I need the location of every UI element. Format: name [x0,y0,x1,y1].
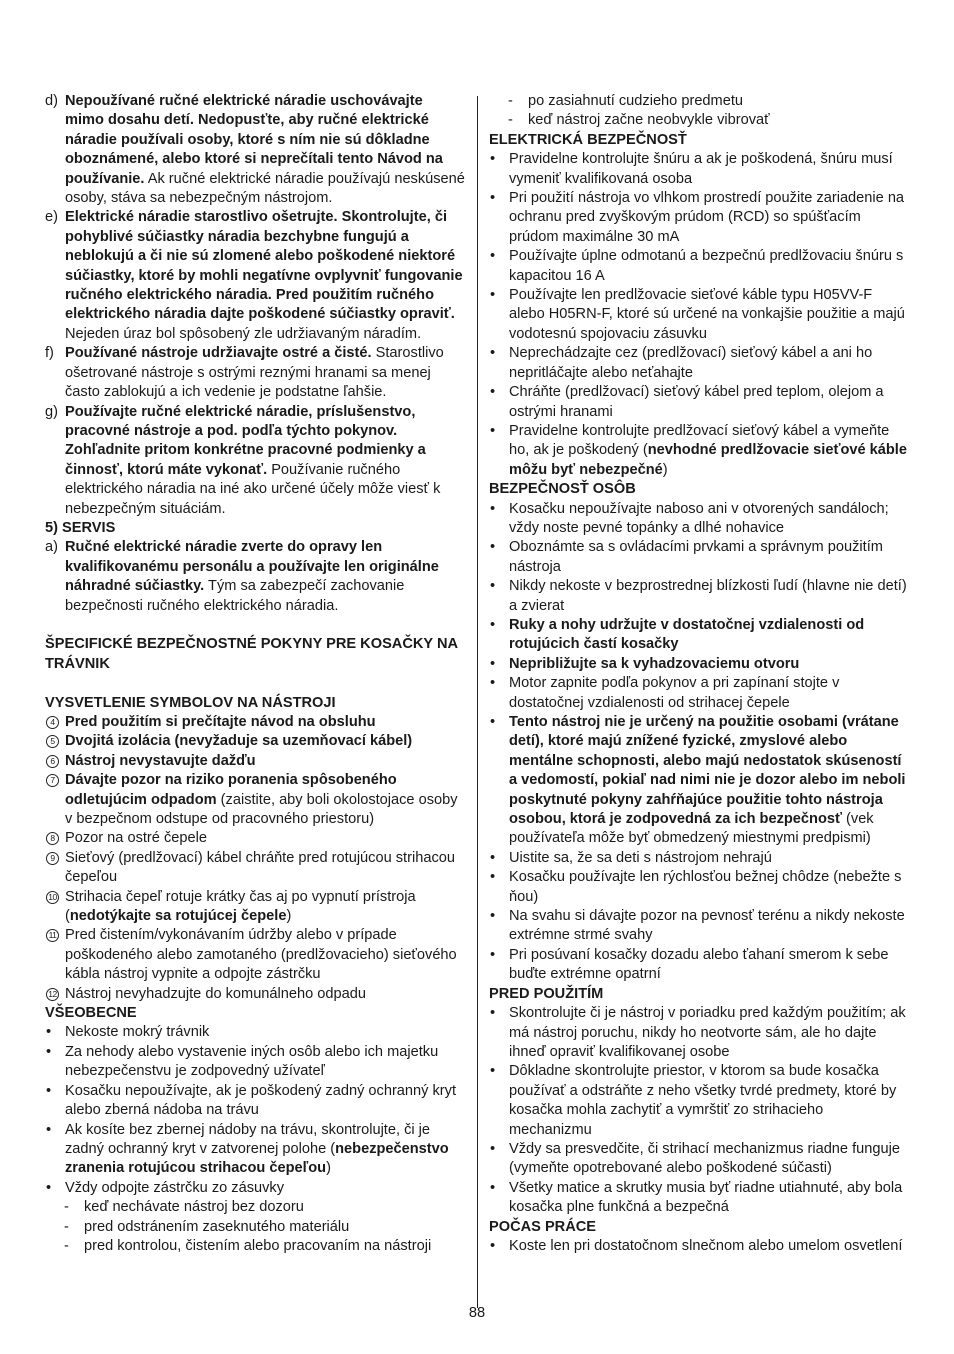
bullet-item [489,616,910,655]
bullet-text: Vždy odpojte zástrčku zo zásuvky [65,1179,285,1196]
item-text: Tým sa zabezpečí zachovanie bezpečnosti ručného elektrického náradia. [65,578,405,614]
item-bold-text: Používané nástroje udržiavajte ostré a čisté. [65,345,372,362]
bullet-text: Pravidelne kontrolujte predlžovací sieťový kábel a vymeňte ho, ak je poškodený ( [509,422,890,459]
bullet-item [489,286,910,344]
persons-safety-heading: BEZPEČNOSŤ OSÔB [489,481,636,498]
list-item [45,208,465,344]
item-text: Starostlivo ošetrované nástroje s ostrými reznými hranami sa menej často zablokujú a ich vedenie je podstatne ľahšie. [65,345,444,401]
bullet-text: Kosačku používajte len rýchlosťou bežnej chôdze (nebežte s ňou) [509,869,902,905]
symbol-item [45,771,465,829]
symbol-bold-text: Nástroj nevystavujte dažďu [65,752,256,769]
symbol-number: 9 [46,852,59,865]
bullet-text: Na svahu si dávajte pozor na pevnosť terénu a nikdy nekoste extrémne strmé svahy [509,908,905,944]
bullet-text: Nikdy nekoste v bezprostrednej blízkosti ľudí (hlavne nie detí) a zvierat [509,578,907,614]
symbol-text: Nástroj nevyhadzujte do komunálneho odpadu [65,985,367,1002]
dash-item: - pred kontrolou, čistením alebo pracovaním na nástroji [45,1237,465,1256]
bullet-item [489,1179,910,1218]
symbol-text: Sieťový (predlžovací) kábel chráňte pred rotujúcou strihacou čepeľou [65,849,455,886]
page-number: 88 [468,1305,486,1321]
bullet-text: Vždy sa presvedčite, či strihací mechanizmus riadne funguje (vymeňte opotrebované alebo poškodené súčasti) [509,1140,900,1177]
bullet-text: ) [662,461,668,478]
bullet-item [489,189,910,247]
bullet-text: Používajte úplne odmotanú a bezpečnú predlžovaciu šnúru s kapacitou 16 A [509,248,904,284]
symbol-item [45,752,465,771]
bullet-text: Ak kosíte bez zbernej nádoby na trávu, skontrolujte, či je zadný ochranný kryt v zatvorenej polohe ( [65,1121,431,1157]
dash-item: - keď nástroj začne neobvykle vibrovať [489,111,910,130]
bullet-item [489,713,910,849]
before-use-heading: PRED POUŽITÍM [489,985,604,1002]
list-item [45,538,465,616]
item-label: d) [45,93,58,109]
item-label: a) [45,539,58,556]
symbol-number: 11 [46,929,59,942]
bullet-text: Pri použití nástroja vo vlhkom prostredí použite zariadenie na ochranu pred zvyškovým prúdom (RCD) so spúšťacím prúdom maximálne 30 mA [509,190,905,245]
bullet-item [45,1179,465,1198]
bullet-item [489,577,910,616]
bullet-item [489,674,910,713]
specific-safety-heading: ŠPECIFICKÉ BEZPEČNOSTNÉ POKYNY PRE KOSAČKY NA TRÁVNIK [45,636,458,672]
bullet-text: Nekoste mokrý trávnik [65,1024,210,1041]
symbol-bold-text: Dvojitá izolácia (nevyžaduje sa uzemňovací kábel) [65,733,413,750]
symbol-item [45,888,465,927]
symbol-bold-text: Pred použitím si prečítajte návod na obsluhu [65,713,376,730]
bullet-text: (vek používateľa môže byť obmedzený miestnymi predpismi) [509,811,874,847]
item-label: g) [45,403,58,420]
symbol-item [45,926,465,984]
column-divider [477,96,478,1308]
bullet-bold-text: nevhodné predlžovacie sieťové káble môžu byť nebezpečné [509,442,907,478]
bullet-item [489,1004,910,1062]
electrical-safety-heading: ELEKTRICKÁ BEZPEČNOSŤ [489,131,687,148]
during-work-heading: POČAS PRÁCE [489,1218,597,1235]
bullet-text: Skontrolujte či je nástroj v poriadku pred každým použitím; ak má nástroj poruchu, nikdy ho neotvorte sám, ale ho dajte ihneď opraviť kvalifikovanej osobe [509,1005,906,1060]
bullet-item [489,500,910,539]
bullet-text: ) [326,1160,331,1177]
bullet-bold-text: Ruky a nohy udržujte v dostatočnej vzdialenosti od rotujúcich častí kosačky [509,616,865,653]
right-column [489,92,910,1256]
bullet-text: Koste len pri dostatočnom slnečnom alebo umelom osvetlení [509,1237,903,1254]
bullet-item [489,868,910,907]
list-item [45,92,465,208]
symbol-number: 12 [46,988,59,1001]
symbols-heading: VYSVETLENIE SYMBOLOV NA NÁSTROJI [45,694,336,711]
symbol-text: Pred čistením/vykonávaním údržby alebo v prípade poškodeného alebo zamotaného (predlžovacieho) sieťového kábla nástroj vypnite a odpojte zástrčku [65,927,457,983]
symbol-number: 8 [46,832,59,845]
item-label: e) [45,209,58,226]
bullet-text: Všetky matice a skrutky musia byť riadne utiahnuté, aby bola kosačka plne funkčná a bezpečná [509,1179,903,1216]
symbol-bold-text: Dávajte pozor na riziko poranenia spôsobeného odletujúcim odpadom [65,772,397,808]
item-label: f) [45,345,54,362]
bullet-item [45,1121,465,1179]
dash-item: - keď nechávate nástroj bez dozoru [45,1198,465,1217]
left-column [45,92,465,1256]
bullet-item [489,1237,910,1256]
symbol-item [45,829,465,848]
dash-item: - po zasiahnutí cudzieho predmetu [489,92,910,111]
bullet-text: Za nehody alebo vystavenie iných osôb alebo ich majetku nebezpečenstvu je zodpovedný užívateľ [65,1043,439,1080]
bullet-text: Chráňte (predlžovací) sieťový kábel pred teplom, olejom a ostrými hranami [509,384,884,420]
symbol-text: Pozor na ostré čepele [65,830,207,847]
bullet-text: Kosačku nepoužívajte, ak je poškodený zadný ochranný kryt alebo zberná nádoba na trávu [65,1082,457,1119]
bullet-text: Pri posúvaní kosačky dozadu alebo ťahaní smerom k sebe buďte extrémne opatrní [509,946,889,983]
bullet-item [489,344,910,383]
item-bold-text: Nepoužívané ručné elektrické náradie uschovávajte mimo dosahu detí. Nedopusťte, aby ručné elektrické náradie používali osoby, ktoré s ním nie sú dôkladne oboznámené, alebo ktoré si neprečítali tento Návod na používanie. [65,93,443,187]
general-heading: VŠEOBECNE [45,1005,137,1022]
service-heading: 5) SERVIS [45,519,116,536]
bullet-item [489,247,910,286]
bullet-item [489,1062,910,1140]
bullet-text: Neprechádzajte cez (predlžovací) sieťový kábel a ani ho nepritláčajte alebo neťahajte [509,345,873,381]
symbol-item [45,732,465,751]
symbol-number: 5 [46,735,59,748]
symbol-number: 7 [46,774,59,787]
bullet-item [45,1043,465,1082]
item-bold-text: Elektrické náradie starostlivo ošetrujte. Skontrolujte, či pohyblivé súčiastky náradia bezchybne fungujú a neblokujú a či nie sú zlomené alebo poškodené niektoré súčiastky, ktoré by mohli negatívne ovplyvniť fungovanie ručného elektrického náradia. Pred použitím ručného elektrického náradia dajte poškodené súčiastky opraviť. [65,209,463,323]
list-item [45,344,465,402]
bullet-item [489,383,910,422]
list-item [45,403,465,519]
dash-item: - pred odstránením zaseknutého materiálu [45,1218,465,1237]
bullet-item [489,1140,910,1179]
symbol-text: (zaistite, aby boli okolostojace osoby v bezpečnom odstupe od pracovného priestoru) [65,791,458,827]
symbol-text: Strihacia čepeľ rotuje krátky čas aj po vypnutí prístroja ( [65,888,416,925]
item-text: Používanie ručného elektrického náradia na iné ako určené účely môže viesť k nebezpečným situáciám. [65,461,441,517]
bullet-text: Uistite sa, že sa deti s nástrojom nehrajú [509,849,772,866]
symbol-item [45,713,465,732]
bullet-bold-text: Tento nástroj nie je určený na použitie osobami (vrátane detí), ktoré majú znížené fyzické, zmyslové alebo mentálne schopnosti, alebo majú nedostatok skúseností a vedomostí, pokiaľ nad nimi nie je dozor alebo im neboli poskytnuté pokyny zahŕňajúce použitie tohto nástroja osobou, ktorá je zodpovedná za ich bezpečnosť [509,714,906,828]
symbol-number: 6 [46,755,59,768]
bullet-item [489,655,910,674]
bullet-item [489,907,910,946]
bullet-item [489,422,910,480]
bullet-text: Motor zapnite podľa pokynov a pri zapínaní stojte v dostatočnej vzdialenosti od strihacej čepele [509,675,840,711]
bullet-text: Dôkladne skontrolujte priestor, v ktorom sa bude kosačka používať a odstráňte z neho všetky tvrdé predmety, ktoré by kosačka mohla zachytiť a vymrštiť zo strihacieho mechanizmu [509,1063,897,1138]
bullet-text: Pravidelne kontrolujte šnúru a ak je poškodená, šnúru musí vymeniť kvalifikovaná osoba [509,151,893,187]
bullet-text: Oboznámte sa s ovládacími prvkami a správnym použitím nástroja [509,539,883,575]
symbol-item [45,985,465,1004]
symbol-item [45,849,465,888]
item-text: Ak ručné elektrické náradie používajú neskúsené osoby, stáva sa nebezpečným nástrojom. [65,170,465,207]
bullet-item [45,1023,465,1042]
bullet-item [489,150,910,189]
bullet-item [489,849,910,868]
symbol-bold-text: nedotýkajte sa rotujúcej čepele [69,908,287,925]
bullet-item [489,538,910,577]
symbol-number: 4 [46,716,59,729]
bullet-bold-text: nebezpečenstvo zranenia rotujúcou strihacou čepeľou [65,1140,449,1177]
item-bold-text: Používajte ručné elektrické náradie, príslušenstvo, pracovné nástroje a pod. podľa týchto pokynov. Zohľadnite pritom konkrétne pracovné podmienky a činnosť, ktorú máte vykonať. [65,403,426,478]
bullet-text: Používajte len predlžovacie sieťové káble typu H05VV-F alebo H05RN-F, ktoré sú určené na vonkajšie použitie a majú vodotesnú spojovaciu zásuvku [509,287,905,342]
symbol-text: ) [286,908,292,925]
item-text: Nejeden úraz bol spôsobený zle udržiavaným náradím. [65,325,422,342]
bullet-bold-text: Nepribližujte sa k vyhadzovaciemu otvoru [509,655,800,672]
item-bold-text: Ručné elektrické náradie zverte do opravy len kvalifikovanému personálu a používajte len originálne náhradné súčiastky. [65,539,439,595]
bullet-text: Kosačku nepoužívajte naboso ani v otvorených sandáloch; vždy noste pevné topánky a dlhé nohavice [509,500,889,536]
bullet-item [45,1082,465,1121]
symbol-number: 10 [46,891,59,904]
bullet-item [489,946,910,985]
